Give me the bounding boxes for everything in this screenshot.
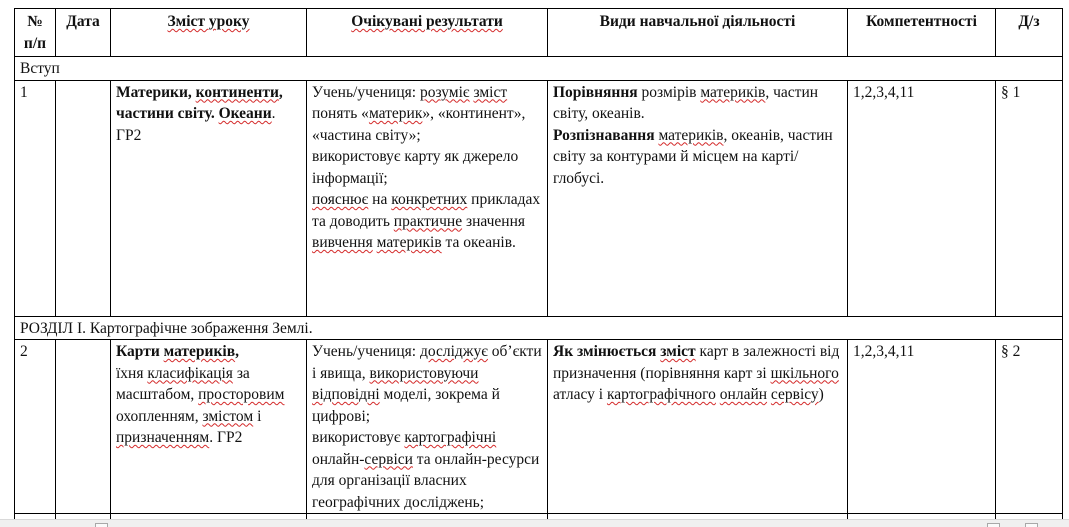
competences: 1,2,3,4,11 [848,80,996,316]
expected-results: Учень/учениця: досліджує об’єкти і явища, використовуючи відповідні моделі, зокрема й цифрові; використовує картографічні онлайн-сервіси та онлайн-ресурси для організації власних географічних досліджень; [307,340,548,514]
learning-activities: Порівняння розмірів материків, частин світу, океанів. Розпізнавання материків, океанів, частин світу за контурами й місцем на карті/глобусі. [548,80,848,316]
header-date: Дата [56,9,111,57]
lesson-number: 1 [15,80,56,316]
header-expected-results: Очікувані результати [307,9,548,57]
competences: 1,2,3,4,11 [848,340,996,514]
header-homework: Д/з [996,9,1063,57]
header-number: № п/п [15,9,56,57]
homework: § 2 [996,340,1063,514]
learning-activities: Як змінюється зміст карт в залежності від призначення (порівняння карт зі шкільного атласу і картографічного онлайн сервісу) [548,340,848,514]
section-row [15,57,1063,81]
table-row [15,340,1063,514]
expected-results: Учень/учениця: розуміє зміст понять «материк», «континент», «частина світу»; використовує карту як джерело інформації; пояснює на конкретних прикладах та доводить практичне значення вивчення материків та океанів. [307,80,548,316]
table-row [15,80,1063,316]
lesson-content: Карти материків, їхня класифікація за масштабом, просторовим охопленням, змістом і призначенням. ГР2 [111,340,307,514]
lesson-date [56,80,111,316]
homework: § 1 [996,80,1063,316]
lesson-content: Материки, континенти, частини світу. Океани. ГР2 [111,80,307,316]
header-competences: Компетентності [848,9,996,57]
read-mode-icon[interactable] [95,523,108,527]
header-row [15,9,1063,57]
section-title: РОЗДІЛ І. Картографічне зображення Землі. [15,316,1063,340]
lesson-number: 2 [15,340,56,514]
header-activities: Види навчальної діяльності [548,9,848,57]
header-lesson-content: Зміст уроку [111,9,307,57]
lesson-date [56,340,111,514]
section-title: Вступ [15,57,1063,81]
lesson-plan-table [14,8,1063,527]
section-row [15,316,1063,340]
web-layout-icon[interactable] [1025,523,1038,527]
print-layout-icon[interactable] [987,523,1000,527]
status-bar [0,519,1069,527]
